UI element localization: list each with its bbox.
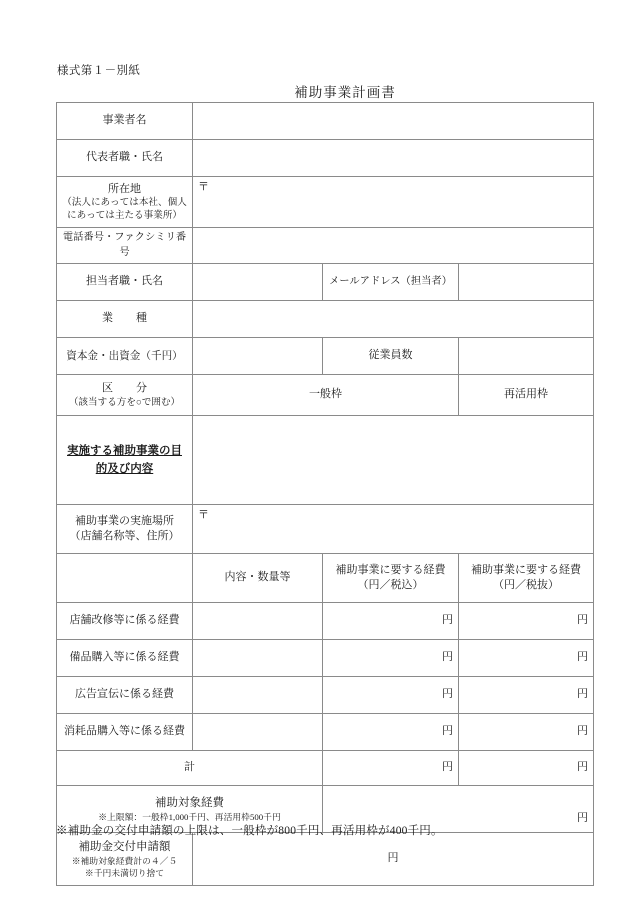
- subsidy-application-row: [57, 833, 594, 886]
- site-field[interactable]: [193, 505, 594, 554]
- employees-field[interactable]: [459, 338, 594, 375]
- address-field[interactable]: [193, 177, 594, 228]
- table-row: [57, 603, 594, 640]
- industry-field[interactable]: [193, 301, 594, 338]
- page-title: 補助事業計画書: [294, 85, 396, 100]
- address-label-sub: （法人にあっては本社、個人にあっては主たる事業所）: [62, 197, 187, 221]
- table-row-phone-fax: [57, 228, 594, 264]
- subsidy-application-note2: ※千円未満切り捨て: [84, 867, 165, 878]
- business-name-label: 事業者名: [57, 103, 193, 140]
- employees-label: 従業員数: [323, 338, 459, 375]
- category-option-reuse[interactable]: 再活用枠: [459, 375, 594, 416]
- expense-total-row: [57, 751, 594, 786]
- subsidy-application-note1: ※補助対象経費計の４／５: [71, 855, 178, 866]
- category-option-general[interactable]: 一般枠: [193, 375, 459, 416]
- expense-total-excl[interactable]: 円: [459, 751, 594, 786]
- subsidy-application-field[interactable]: 円: [193, 833, 594, 886]
- purpose-label: [57, 416, 193, 505]
- expense-item-incl-1[interactable]: 円: [323, 640, 459, 677]
- category-label: [57, 375, 193, 416]
- capital-label: 資本金・出資金（千円）: [57, 338, 193, 375]
- expense-item-excl-1[interactable]: 円: [459, 640, 594, 677]
- form-number: 様式第１－別紙: [57, 65, 141, 77]
- subsidy-target-cost-field[interactable]: 円: [323, 786, 594, 833]
- phone-fax-label: 電話番号・ファクシミリ番号: [57, 228, 193, 264]
- expense-item-incl-0[interactable]: 円: [323, 603, 459, 640]
- table-row-purpose: [57, 416, 594, 505]
- expense-item-content-0[interactable]: [193, 603, 323, 640]
- table-row: [57, 714, 594, 751]
- subsidy-plan-table: [56, 102, 594, 886]
- postal-mark-icon-site: 〒: [198, 509, 209, 522]
- email-field[interactable]: [459, 264, 594, 301]
- expense-item-label-1: 備品購入等に係る経費: [57, 640, 193, 677]
- email-label: メールアドレス（担当者）: [323, 264, 459, 301]
- subsidy-target-cost-note: ※上限額：一般枠1,000千円、再活用枠500千円: [98, 811, 281, 822]
- expense-item-label-3: 消耗品購入等に係る経費: [57, 714, 193, 751]
- phone-fax-field[interactable]: [193, 228, 594, 264]
- expense-item-label-2: 広告宣伝に係る経費: [57, 677, 193, 714]
- footnote: ※補助金の交付申請額の上限は、一般枠が800千円、再活用枠が400千円。: [56, 825, 443, 837]
- contact-field[interactable]: [193, 264, 323, 301]
- subsidy-application-label-main: 補助金交付申請額: [78, 841, 171, 854]
- representative-label: 代表者職・氏名: [57, 140, 193, 177]
- table-row: [57, 640, 594, 677]
- expense-header-content: 内容・数量等: [193, 554, 323, 603]
- purpose-field[interactable]: [193, 416, 594, 505]
- address-label: [57, 177, 193, 228]
- expense-item-excl-0[interactable]: 円: [459, 603, 594, 640]
- expense-item-label-0: 店舗改修等に係る経費: [57, 603, 193, 640]
- subsidy-application-label: [57, 833, 193, 886]
- expense-table-header-row: [57, 554, 594, 603]
- table-row: [57, 677, 594, 714]
- category-label-main: 区 分: [102, 382, 153, 395]
- postal-mark-icon: 〒: [198, 181, 209, 193]
- expense-total-label: 計: [57, 751, 323, 786]
- table-row-address: [57, 177, 594, 228]
- expense-item-content-2[interactable]: [193, 677, 323, 714]
- table-row-representative: [57, 140, 594, 177]
- expense-item-excl-3[interactable]: 円: [459, 714, 594, 751]
- table-row-business-name: [57, 103, 594, 140]
- table-row-industry: [57, 301, 594, 338]
- contact-label: 担当者職・氏名: [57, 264, 193, 301]
- purpose-label-text: 実施する補助事業の目的及び内容: [67, 444, 182, 476]
- site-label-sub: （店舗名称等、住所）: [69, 530, 180, 543]
- table-row-contact: [57, 264, 594, 301]
- address-label-main: 所在地: [108, 182, 141, 195]
- table-row-category: [57, 375, 594, 416]
- table-row-capital: [57, 338, 594, 375]
- expense-total-incl[interactable]: 円: [323, 751, 459, 786]
- expense-item-incl-2[interactable]: 円: [323, 677, 459, 714]
- category-label-sub: （該当する方を○で囲む）: [68, 396, 181, 408]
- expense-item-excl-2[interactable]: 円: [459, 677, 594, 714]
- site-label: [57, 505, 193, 554]
- expense-header-incl-tax: 補助事業に要する経費（円／税込）: [323, 554, 459, 603]
- business-name-field[interactable]: [193, 103, 594, 140]
- industry-label-text: 業 種: [102, 312, 153, 325]
- expense-item-incl-3[interactable]: 円: [323, 714, 459, 751]
- expense-header-item: [57, 554, 193, 603]
- expense-header-excl-tax: 補助事業に要する経費（円／税抜）: [459, 554, 594, 603]
- expense-item-content-3[interactable]: [193, 714, 323, 751]
- representative-field[interactable]: [193, 140, 594, 177]
- industry-label: [57, 301, 193, 338]
- subsidy-target-cost-label-main: 補助対象経費: [155, 796, 224, 809]
- capital-field[interactable]: [193, 338, 323, 375]
- site-label-main: 補助事業の実施場所: [75, 514, 174, 527]
- expense-item-content-1[interactable]: [193, 640, 323, 677]
- table-row-site: [57, 505, 594, 554]
